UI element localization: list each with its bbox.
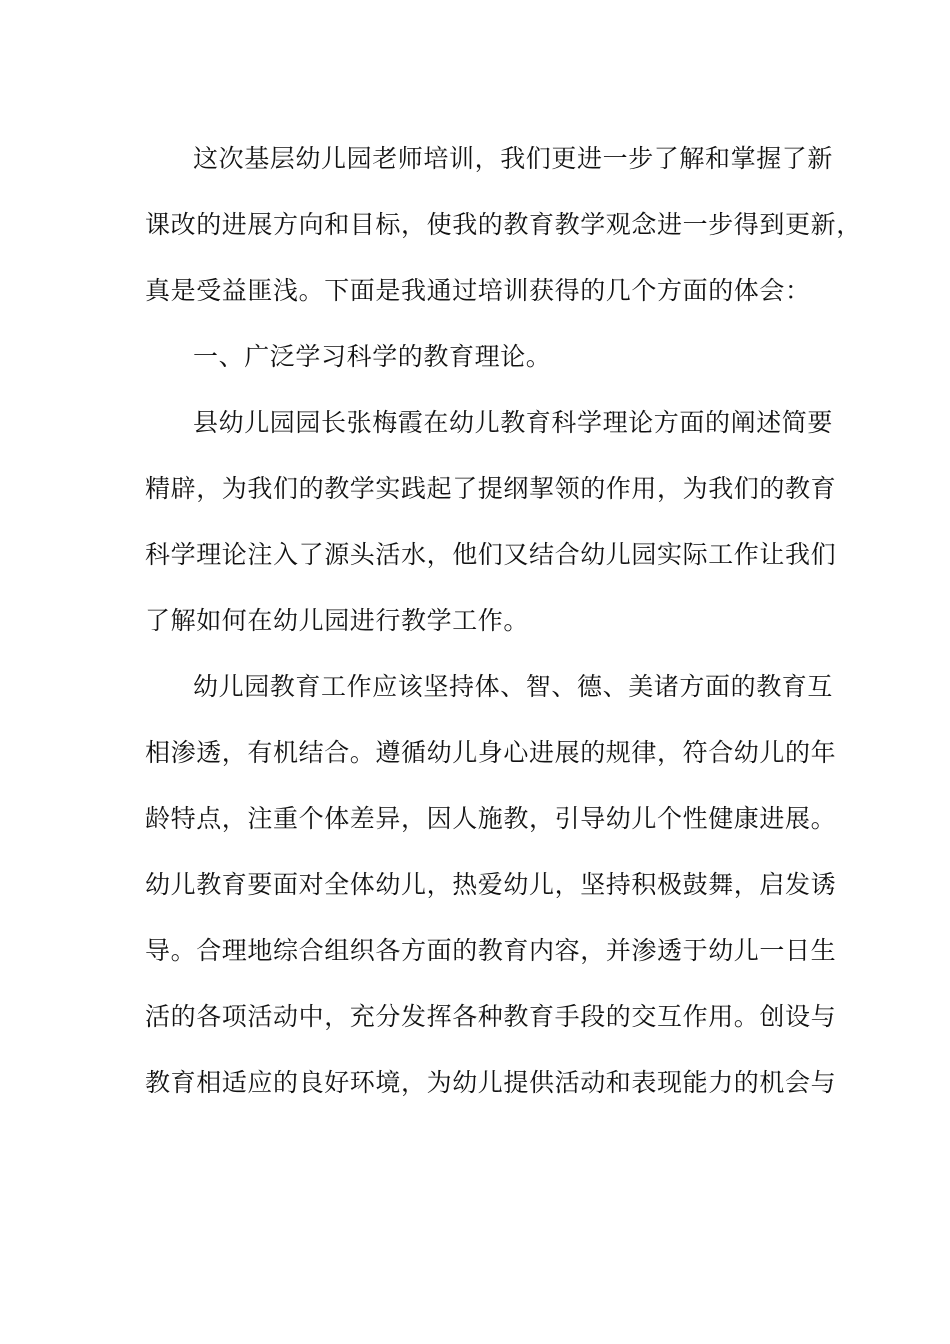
paragraph-3-line-3: 龄特点，注重个体差异，因人施教，引导幼儿个性健康进展。 bbox=[145, 804, 837, 833]
paragraph-3-line-2: 相渗透，有机结合。遵循幼儿身心进展的规律，符合幼儿的年 bbox=[145, 738, 837, 767]
paragraph-3-line-5: 导。合理地综合组织各方面的教育内容，并渗透于幼儿一日生 bbox=[145, 936, 837, 965]
paragraph-1-line-3: 真是受益匪浅。下面是我通过培训获得的几个方面的体会： bbox=[145, 276, 811, 305]
paragraph-2-line-2: 精辟，为我们的教学实践起了提纲挈领的作用，为我们的教育 bbox=[145, 474, 837, 503]
section-heading-1: 一、广泛学习科学的教育理论。 bbox=[193, 342, 552, 371]
paragraph-3-line-1: 幼儿园教育工作应该坚持体、智、德、美诸方面的教育互 bbox=[193, 672, 834, 701]
paragraph-1-line-2: 课改的进展方向和目标，使我的教育教学观念进一步得到更新， bbox=[145, 210, 862, 239]
paragraph-3-line-6: 活的各项活动中，充分发挥各种教育手段的交互作用。创设与 bbox=[145, 1002, 837, 1031]
paragraph-3-line-4: 幼儿教育要面对全体幼儿，热爱幼儿，坚持积极鼓舞，启发诱 bbox=[145, 870, 837, 899]
document-body bbox=[145, 126, 862, 1116]
paragraph-1-line-1: 这次基层幼儿园老师培训，我们更进一步了解和掌握了新 bbox=[193, 144, 834, 173]
paragraph-2-line-3: 科学理论注入了源头活水，他们又结合幼儿园实际工作让我们 bbox=[145, 540, 837, 569]
paragraph-2-line-1: 县幼儿园园长张梅霞在幼儿教育科学理论方面的阐述简要 bbox=[193, 408, 834, 437]
paragraph-2-line-4: 了解如何在幼儿园进行教学工作。 bbox=[145, 606, 530, 635]
paragraph-3-line-7: 教育相适应的良好环境，为幼儿提供活动和表现能力的机会与 bbox=[145, 1068, 837, 1097]
